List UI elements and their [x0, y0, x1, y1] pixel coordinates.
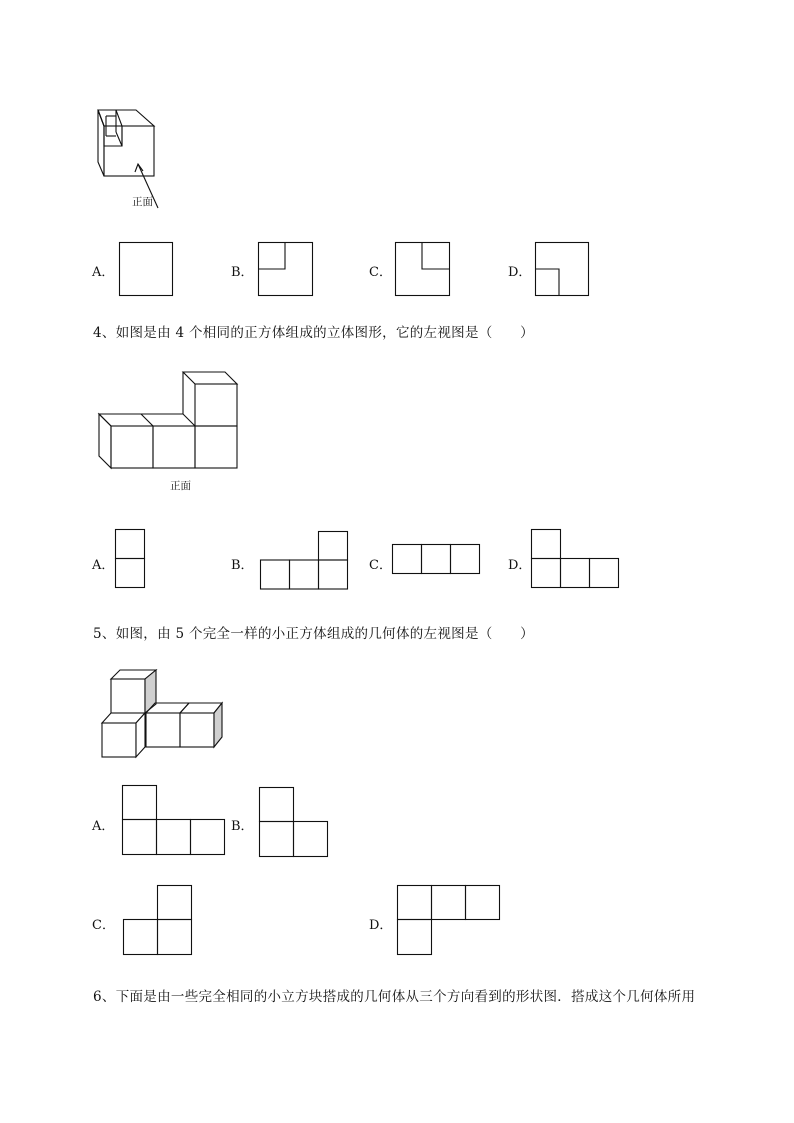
q3-option-c-figure[interactable]: [395, 242, 450, 296]
q3-option-c-label[interactable]: C．: [369, 265, 392, 280]
q4-option-b-figure[interactable]: [260, 531, 348, 589]
q4-option-a-label[interactable]: A．: [92, 558, 115, 573]
q5-question-text: 5、如图，由 5 个完全一样的小正方体组成的几何体的左视图是（ ）: [93, 626, 534, 642]
q6-question-text: 6、下面是由一些完全相同的小立方块搭成的几何体从三个方向看到的形状图．搭成这个几何体所用: [93, 989, 696, 1005]
q3-option-b-figure[interactable]: [258, 242, 313, 296]
q3-figure-caption: 正面: [132, 196, 153, 208]
q4-question-text: 4、如图是由 4 个相同的正方体组成的立体图形，它的左视图是（ ）: [93, 325, 534, 341]
q5-solid-figure: [100, 667, 225, 759]
q4-option-c-figure[interactable]: [392, 544, 480, 574]
q4-solid-figure: [98, 372, 240, 472]
q4-option-c-label[interactable]: C．: [369, 558, 392, 573]
q3-option-d-label[interactable]: D．: [508, 265, 532, 280]
q5-option-a-figure[interactable]: [122, 785, 226, 855]
q5-option-a-label[interactable]: A．: [92, 819, 115, 834]
q3-option-a-label[interactable]: A．: [92, 265, 115, 280]
q4-option-d-figure[interactable]: [531, 529, 619, 588]
q4-option-a-figure[interactable]: [115, 529, 145, 588]
q5-option-d-label[interactable]: D．: [369, 918, 393, 933]
q5-option-c-label[interactable]: C．: [92, 918, 115, 933]
q3-option-b-label[interactable]: B．: [231, 265, 254, 280]
q4-option-b-label[interactable]: B．: [231, 558, 254, 573]
q3-option-a-figure[interactable]: [119, 242, 173, 296]
q4-option-d-label[interactable]: D．: [508, 558, 532, 573]
q5-option-b-figure[interactable]: [259, 787, 329, 857]
q5-option-b-label[interactable]: B．: [231, 819, 254, 834]
q5-option-d-figure[interactable]: [397, 885, 501, 955]
q3-option-d-figure[interactable]: [535, 242, 589, 296]
q5-option-c-figure[interactable]: [123, 885, 193, 955]
q3-solid-figure: [96, 106, 166, 216]
q4-figure-caption: 正面: [170, 480, 191, 492]
